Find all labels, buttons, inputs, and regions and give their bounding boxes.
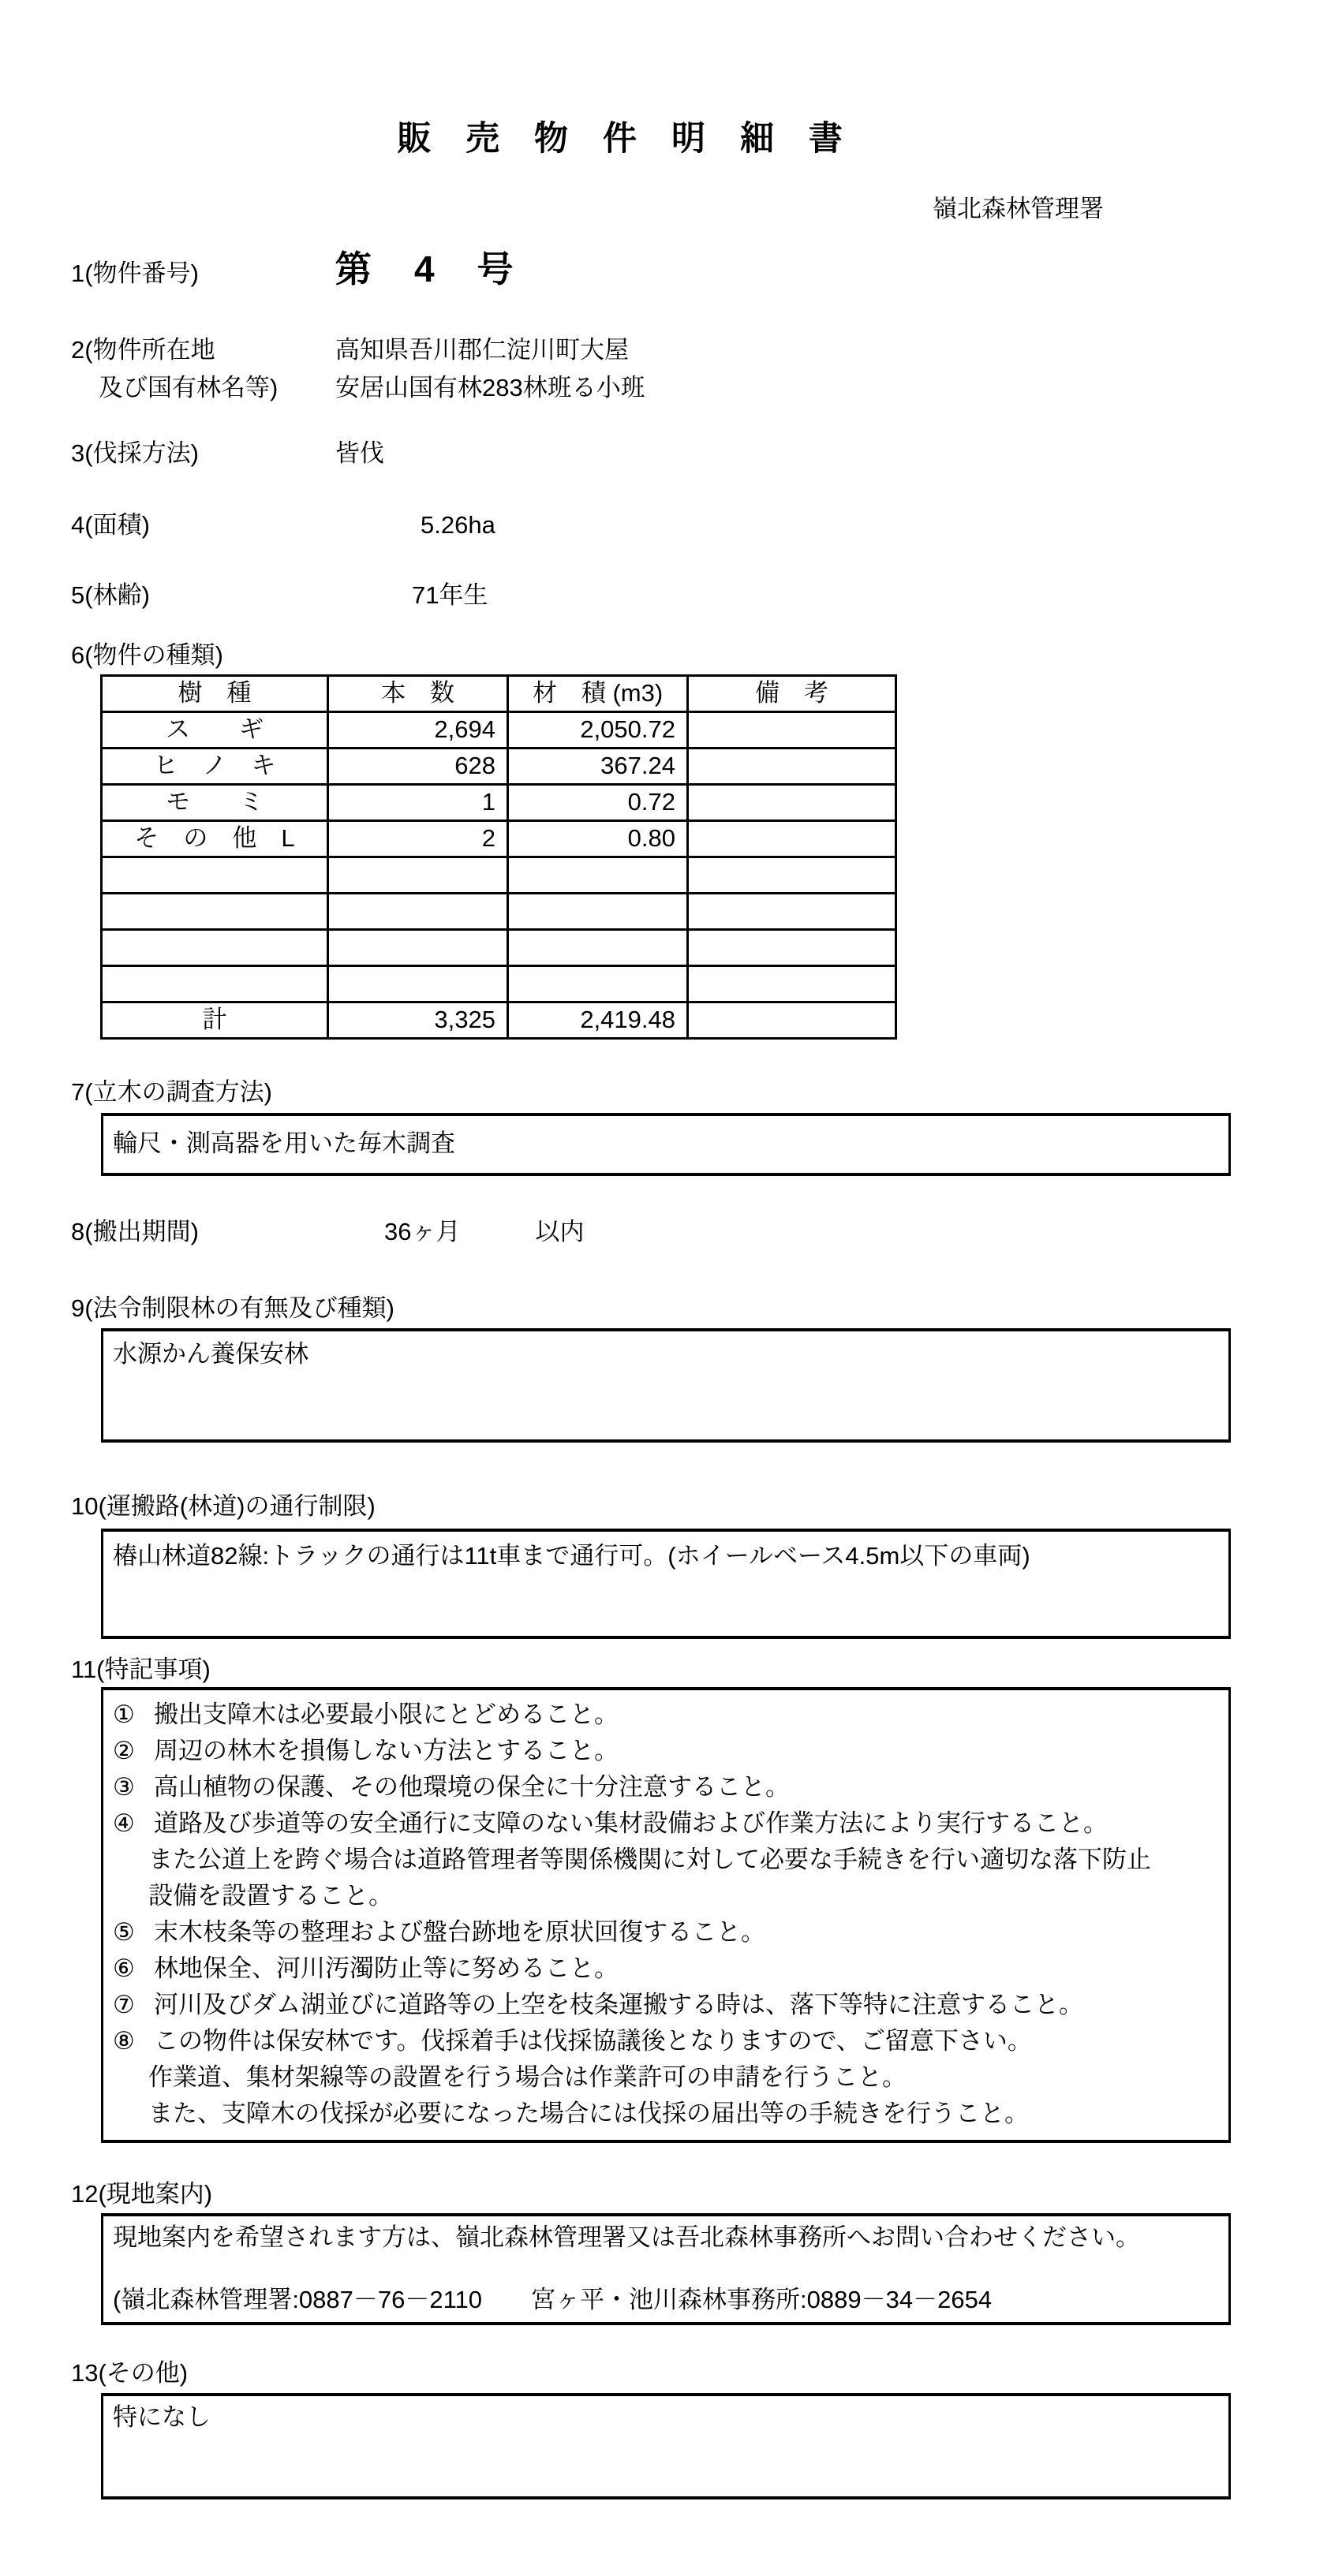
special-note-text: 林地保全、河川汚濁防止等に努めること。 <box>154 1954 619 1982</box>
other-box <box>101 2393 1231 2499</box>
survey-method-box <box>101 1113 1231 1176</box>
item-area-label: 4(面積) <box>71 510 150 539</box>
document-title: 販 売 物 件 明 細 書 <box>397 120 855 158</box>
species-table-row <box>102 712 896 749</box>
item-property-location-label-line1: 2(物件所在地 <box>71 336 215 364</box>
item-forest-age-value: 71年生 <box>412 581 488 609</box>
special-note-line <box>113 1697 1219 1733</box>
remarks-header: 備 考 <box>688 676 896 712</box>
transport-restriction-value: 椿山林道82線:トラックの通行は11t車まで通行可。(ホイールベース4.5m以下の車両) <box>113 1542 1030 1570</box>
special-note-marker: ⑧ <box>113 2026 135 2055</box>
item-property-type-label: 6(物件の種類) <box>71 641 223 670</box>
special-note-continuation-line <box>148 1842 1219 1878</box>
special-note-continuation-line <box>148 1878 1219 1914</box>
item-cutting-method-label: 3(伐採方法) <box>71 439 199 467</box>
remarks-cell <box>688 1002 896 1039</box>
special-note-line <box>113 1805 1219 1842</box>
count-cell <box>328 857 508 894</box>
special-note-text: 末木枝条等の整理および盤台跡地を原状回復すること。 <box>154 1917 765 1946</box>
species-cell <box>102 966 328 1002</box>
count-cell: 628 <box>328 749 508 785</box>
item-cutting-method-value: 皆伐 <box>335 439 384 467</box>
special-note-marker: ③ <box>113 1772 135 1801</box>
remarks-cell <box>688 749 896 785</box>
item-area-value: 5.26ha <box>421 510 495 539</box>
special-note-text: 設備を設置すること。 <box>148 1881 393 1910</box>
legal-restriction-value: 水源かん養保安林 <box>113 1340 308 1368</box>
item-removal-period-value: 36ヶ月 <box>384 1217 461 1245</box>
special-note-line <box>113 1951 1219 1987</box>
species-table-row <box>102 785 896 821</box>
volume-cell <box>508 966 688 1002</box>
special-note-marker: ⑤ <box>113 1917 135 1946</box>
remarks-cell <box>688 712 896 749</box>
special-note-continuation-line <box>148 2059 1219 2096</box>
special-note-text: また公道上を跨ぐ場合は道路管理者等関係機関に対して必要な手続きを行い適切な落下防止 <box>148 1845 1151 1873</box>
special-note-line <box>113 2023 1219 2059</box>
item-property-location <box>71 331 1284 407</box>
other-value: 特になし <box>113 2403 211 2432</box>
remarks-cell <box>688 894 896 930</box>
count-cell: 2 <box>328 821 508 857</box>
species-table-body <box>102 712 896 1039</box>
special-note-text: 河川及びダム湖並びに道路等の上空を枝条運搬する時は、落下等特に注意すること。 <box>154 1990 1083 2018</box>
volume-cell: 0.80 <box>508 821 688 857</box>
item-site-guidance-label: 12(現地案内) <box>71 2179 213 2208</box>
item-transport-restriction-label: 10(運搬路(林道)の通行制限) <box>71 1492 376 1521</box>
site-guidance-contact: (嶺北森林管理署:0887－76－2110 宮ヶ平・池川森林事務所:0889－34－2654 <box>113 2285 993 2313</box>
species-cell: そ の 他 L <box>102 821 328 857</box>
item-property-location-value-line1: 高知県吾川郡仁淀川町大屋 <box>335 336 629 364</box>
species-table-header-row <box>102 676 896 712</box>
species-cell: 計 <box>102 1002 328 1039</box>
species-table-row <box>102 857 896 894</box>
agency-name: 嶺北森林管理署 <box>933 194 1104 222</box>
species-table-row <box>102 894 896 930</box>
site-guidance-value: 現地案内を希望されます方は、嶺北森林管理署又は吾北森林事務所へお問い合わせください。 <box>113 2223 1140 2251</box>
species-table-row <box>102 966 896 1002</box>
species-cell <box>102 894 328 930</box>
special-note-marker: ⑦ <box>113 1990 135 2018</box>
site-guidance-box <box>101 2213 1231 2325</box>
special-note-marker: ① <box>113 1700 135 1728</box>
count-cell: 1 <box>328 785 508 821</box>
count-cell <box>328 930 508 966</box>
item-forest-age-label: 5(林齢) <box>71 581 150 609</box>
item-property-location-value-line2: 安居山国有林283林班る小班 <box>335 374 645 401</box>
species-table-row <box>102 930 896 966</box>
volume-cell <box>508 930 688 966</box>
item-property-number-label: 1(物件番号) <box>71 259 199 287</box>
item-area <box>71 510 1284 541</box>
remarks-cell <box>688 857 896 894</box>
remarks-cell <box>688 821 896 857</box>
transport-restriction-box <box>101 1529 1231 1639</box>
item-other-label: 13(その他) <box>71 2358 189 2387</box>
species-table-row <box>102 749 896 785</box>
item-legal-restriction-label: 9(法令制限林の有無及び種類) <box>71 1294 394 1322</box>
special-note-text: 搬出支障木は必要最小限にとどめること。 <box>154 1700 619 1728</box>
special-note-text: また、支障木の伐採が必要になった場合には伐採の届出等の手続きを行うこと。 <box>148 2099 1029 2127</box>
remarks-cell <box>688 966 896 1002</box>
species-cell: モ ミ <box>102 785 328 821</box>
remarks-cell <box>688 930 896 966</box>
special-note-text: この物件は保安林です。伐採着手は伐採協議後となりますので、ご留意下さい。 <box>154 2026 1032 2055</box>
count-cell: 3,325 <box>328 1002 508 1039</box>
volume-cell: 0.72 <box>508 785 688 821</box>
special-note-text: 作業道、集材架線等の設置を行う場合は作業許可の申請を行うこと。 <box>148 2063 907 2091</box>
count-cell: 2,694 <box>328 712 508 749</box>
special-note-line <box>113 1987 1219 2023</box>
species-header: 樹 種 <box>102 676 328 712</box>
item-property-number-value: 第 4 号 <box>335 248 517 289</box>
species-table-row <box>102 821 896 857</box>
count-cell <box>328 966 508 1002</box>
volume-cell <box>508 894 688 930</box>
count-header: 本 数 <box>328 676 508 712</box>
special-note-line <box>113 1914 1219 1951</box>
item-property-number <box>71 247 1284 293</box>
species-cell: ヒ ノ キ <box>102 749 328 785</box>
count-cell <box>328 894 508 930</box>
special-note-marker: ② <box>113 1736 135 1764</box>
species-table-total-row <box>102 1002 896 1039</box>
volume-cell: 367.24 <box>508 749 688 785</box>
volume-header: 材 積 (m3) <box>508 676 688 712</box>
special-note-text: 周辺の林木を損傷しない方法とすること。 <box>154 1736 619 1764</box>
remarks-cell <box>688 785 896 821</box>
special-note-line <box>113 1733 1219 1769</box>
survey-method-value: 輪尺・測高器を用いた毎木調査 <box>113 1129 455 1158</box>
species-cell <box>102 857 328 894</box>
special-note-continuation-line <box>148 2096 1219 2132</box>
item-property-location-label-line2: 及び国有林名等) <box>99 374 279 401</box>
item-removal-period-label: 8(搬出期間) <box>71 1217 199 1245</box>
item-cutting-method <box>71 439 1284 469</box>
item-forest-age <box>71 581 1284 611</box>
special-note-line <box>113 1769 1219 1805</box>
volume-cell: 2,419.48 <box>508 1002 688 1039</box>
item-removal-period-suffix: 以内 <box>535 1217 585 1245</box>
item-survey-method-label: 7(立木の調査方法) <box>71 1078 272 1106</box>
item-removal-period <box>71 1217 1284 1248</box>
item-special-notes-label: 11(特記事項) <box>71 1656 211 1683</box>
species-cell: ス ギ <box>102 712 328 749</box>
species-table <box>100 674 897 1040</box>
volume-cell <box>508 857 688 894</box>
special-note-marker: ④ <box>113 1809 135 1837</box>
volume-cell: 2,050.72 <box>508 712 688 749</box>
special-note-text: 高山植物の保護、その他環境の保全に十分注意すること。 <box>154 1772 790 1801</box>
species-cell <box>102 930 328 966</box>
special-note-text: 道路及び歩道等の安全通行に支障のない集材設備および作業方法により実行すること。 <box>154 1809 1108 1837</box>
special-note-marker: ⑥ <box>113 1954 135 1982</box>
special-notes-box <box>101 1687 1231 2143</box>
legal-restriction-box <box>101 1328 1231 1443</box>
